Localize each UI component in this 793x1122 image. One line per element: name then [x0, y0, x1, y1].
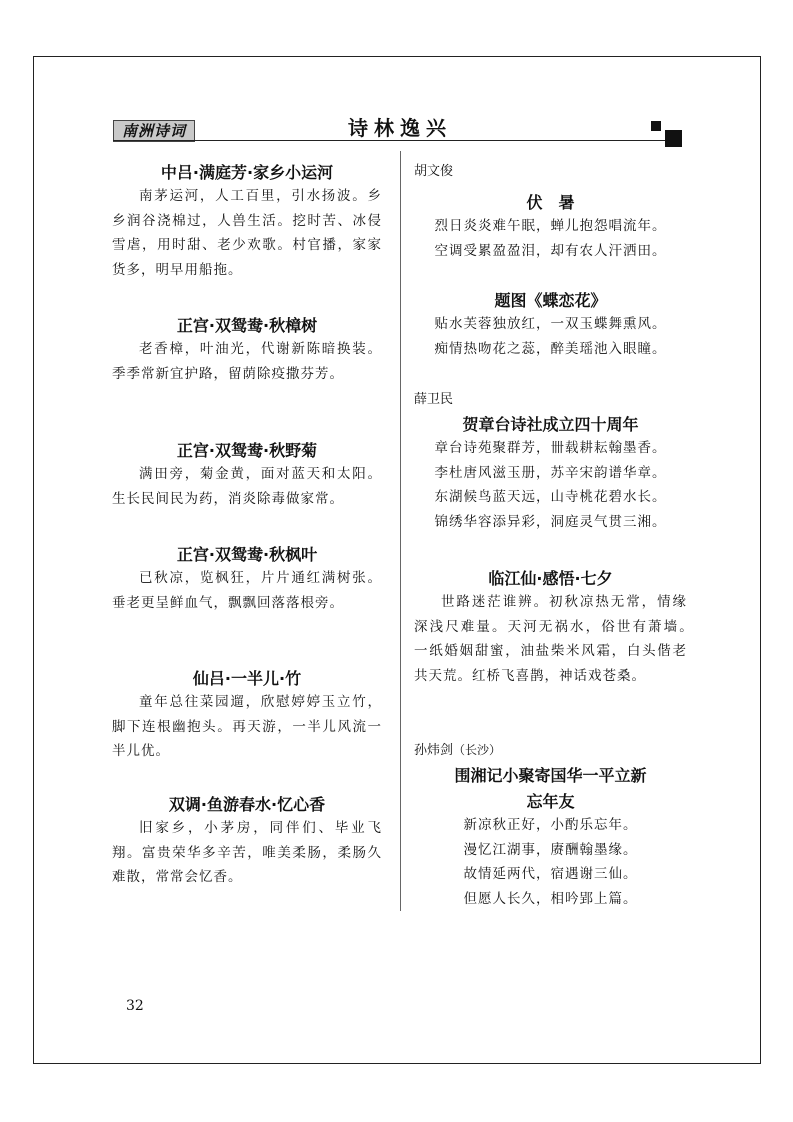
- poem-block: [414, 568, 716, 688]
- column-divider: [400, 151, 401, 911]
- poem-line: 锦绣华容添异彩，洞庭灵气贯三湘。: [434, 513, 667, 530]
- poem-block: [414, 162, 687, 263]
- poem-title: 伏 暑: [526, 193, 575, 212]
- poem-text: 世路迷茫谁辨。初秋凉热无常，情缘深浅尺难量。天河无祸水，俗世有萧墙。 一纸婚姻甜蜜，油盐柴米风霜，白头偕老共天荒。红桥飞喜鹊，神话戏苍桑。: [414, 594, 716, 684]
- poem-block: [112, 668, 382, 764]
- decor-square-large: [665, 130, 682, 147]
- decor-square-small: [651, 121, 661, 131]
- poem-line: 李杜唐风滋玉册，苏辛宋韵谱华章。: [434, 464, 667, 481]
- poem-block: [112, 544, 382, 615]
- poem-line: 烈日炎炎难午眠，蝉儿抱怨唱流年。: [434, 218, 667, 234]
- poem-block: [112, 440, 382, 511]
- poem-line: 漫忆江湖事，赓酬翰墨缘。: [463, 841, 638, 858]
- author-name: 胡文俊: [414, 164, 454, 179]
- poem-line: 但愿人长久，相吟郢上篇。: [463, 890, 638, 907]
- author-name: 薛卫民: [414, 392, 454, 407]
- poem-line: 空调受累盈盈泪，却有农人汗洒田。: [434, 242, 667, 259]
- header-rule: [195, 140, 666, 141]
- poem-text: 旧家乡，小茅房，同伴们、毕业飞翔。富贵荣华多辛苦，唯美柔肠，柔肠久难散，常常会忆香。: [112, 820, 382, 885]
- poem-block: [414, 740, 687, 911]
- poem-text: 老香樟，叶油光，代谢新陈暗换装。季季常新宜护路，留荫除疫撒芬芳。: [112, 341, 382, 382]
- poem-text: 南茅运河，人工百里，引水扬波。乡乡润谷浇棉过，人兽生活。挖时苦、冰侵雪虐，用时甜、老少欢歌。村官播，家家货多，明早用船拖。: [112, 188, 382, 278]
- poem-line: 新凉秋正好，小酌乐忘年。: [463, 817, 638, 833]
- poem-title: 题图《蝶恋花》: [494, 291, 607, 310]
- poem-block: [414, 390, 687, 534]
- poem-text: 已秋凉，览枫狂，片片通红满树张。垂老更呈鲜血气，飘飘回落落根旁。: [112, 570, 382, 611]
- poem-line: 故情延两代，宿遇谢三仙。: [463, 866, 638, 882]
- poem-title: 正宫·双鸳鸯·秋野菊: [176, 441, 318, 460]
- poem-line: 章台诗苑聚群芳，卌载耕耘翰墨香。: [434, 440, 667, 456]
- page-title: 诗林逸兴: [348, 116, 452, 140]
- poem-title-cont: 忘年友: [526, 792, 575, 811]
- poem-block: [112, 794, 382, 890]
- page-number: 32: [126, 998, 144, 1014]
- poem-title: 中吕·满庭芳·家乡小运河: [160, 163, 334, 182]
- poem-block: [112, 315, 382, 386]
- author-location: （长沙）: [453, 743, 502, 757]
- author-name: 孙炜剑: [414, 743, 454, 758]
- header-rule-left: [113, 140, 195, 141]
- poem-line: 贴水芙蓉独放红，一双玉蝶舞熏风。: [434, 316, 667, 332]
- poem-title: 围湘记小聚寄国华一平立新: [454, 766, 647, 785]
- poem-text: 童年总往菜园遛，欣慰婷婷玉立竹，脚下连根幽抱头。再天游，一半儿风流一半儿优。: [112, 694, 382, 759]
- section-tag: 南洲诗词: [113, 120, 195, 142]
- poem-text: 满田旁，菊金黄，面对蓝天和太阳。生长民间民为药，消炎除毒做家常。: [112, 466, 382, 507]
- poem-title: 仙吕·一半儿·竹: [192, 669, 302, 688]
- poem-title: 正宫·双鸳鸯·秋枫叶: [176, 545, 318, 564]
- poem-title: 正宫·双鸳鸯·秋樟树: [176, 316, 318, 335]
- poem-line: 痴情热吻花之蕊，醉美瑶池入眼瞳。: [434, 340, 667, 357]
- poem-title: 临江仙·感悟·七夕: [488, 569, 613, 588]
- poem-block: [112, 162, 382, 282]
- author-line: [414, 740, 687, 761]
- poem-title: 贺章台诗社成立四十周年: [462, 415, 639, 434]
- poem-title: 双调·鱼游春水·忆心香: [168, 795, 326, 814]
- poem-block: [414, 290, 687, 361]
- poem-line: 东湖候鸟蓝天远，山寺桃花碧水长。: [434, 489, 667, 505]
